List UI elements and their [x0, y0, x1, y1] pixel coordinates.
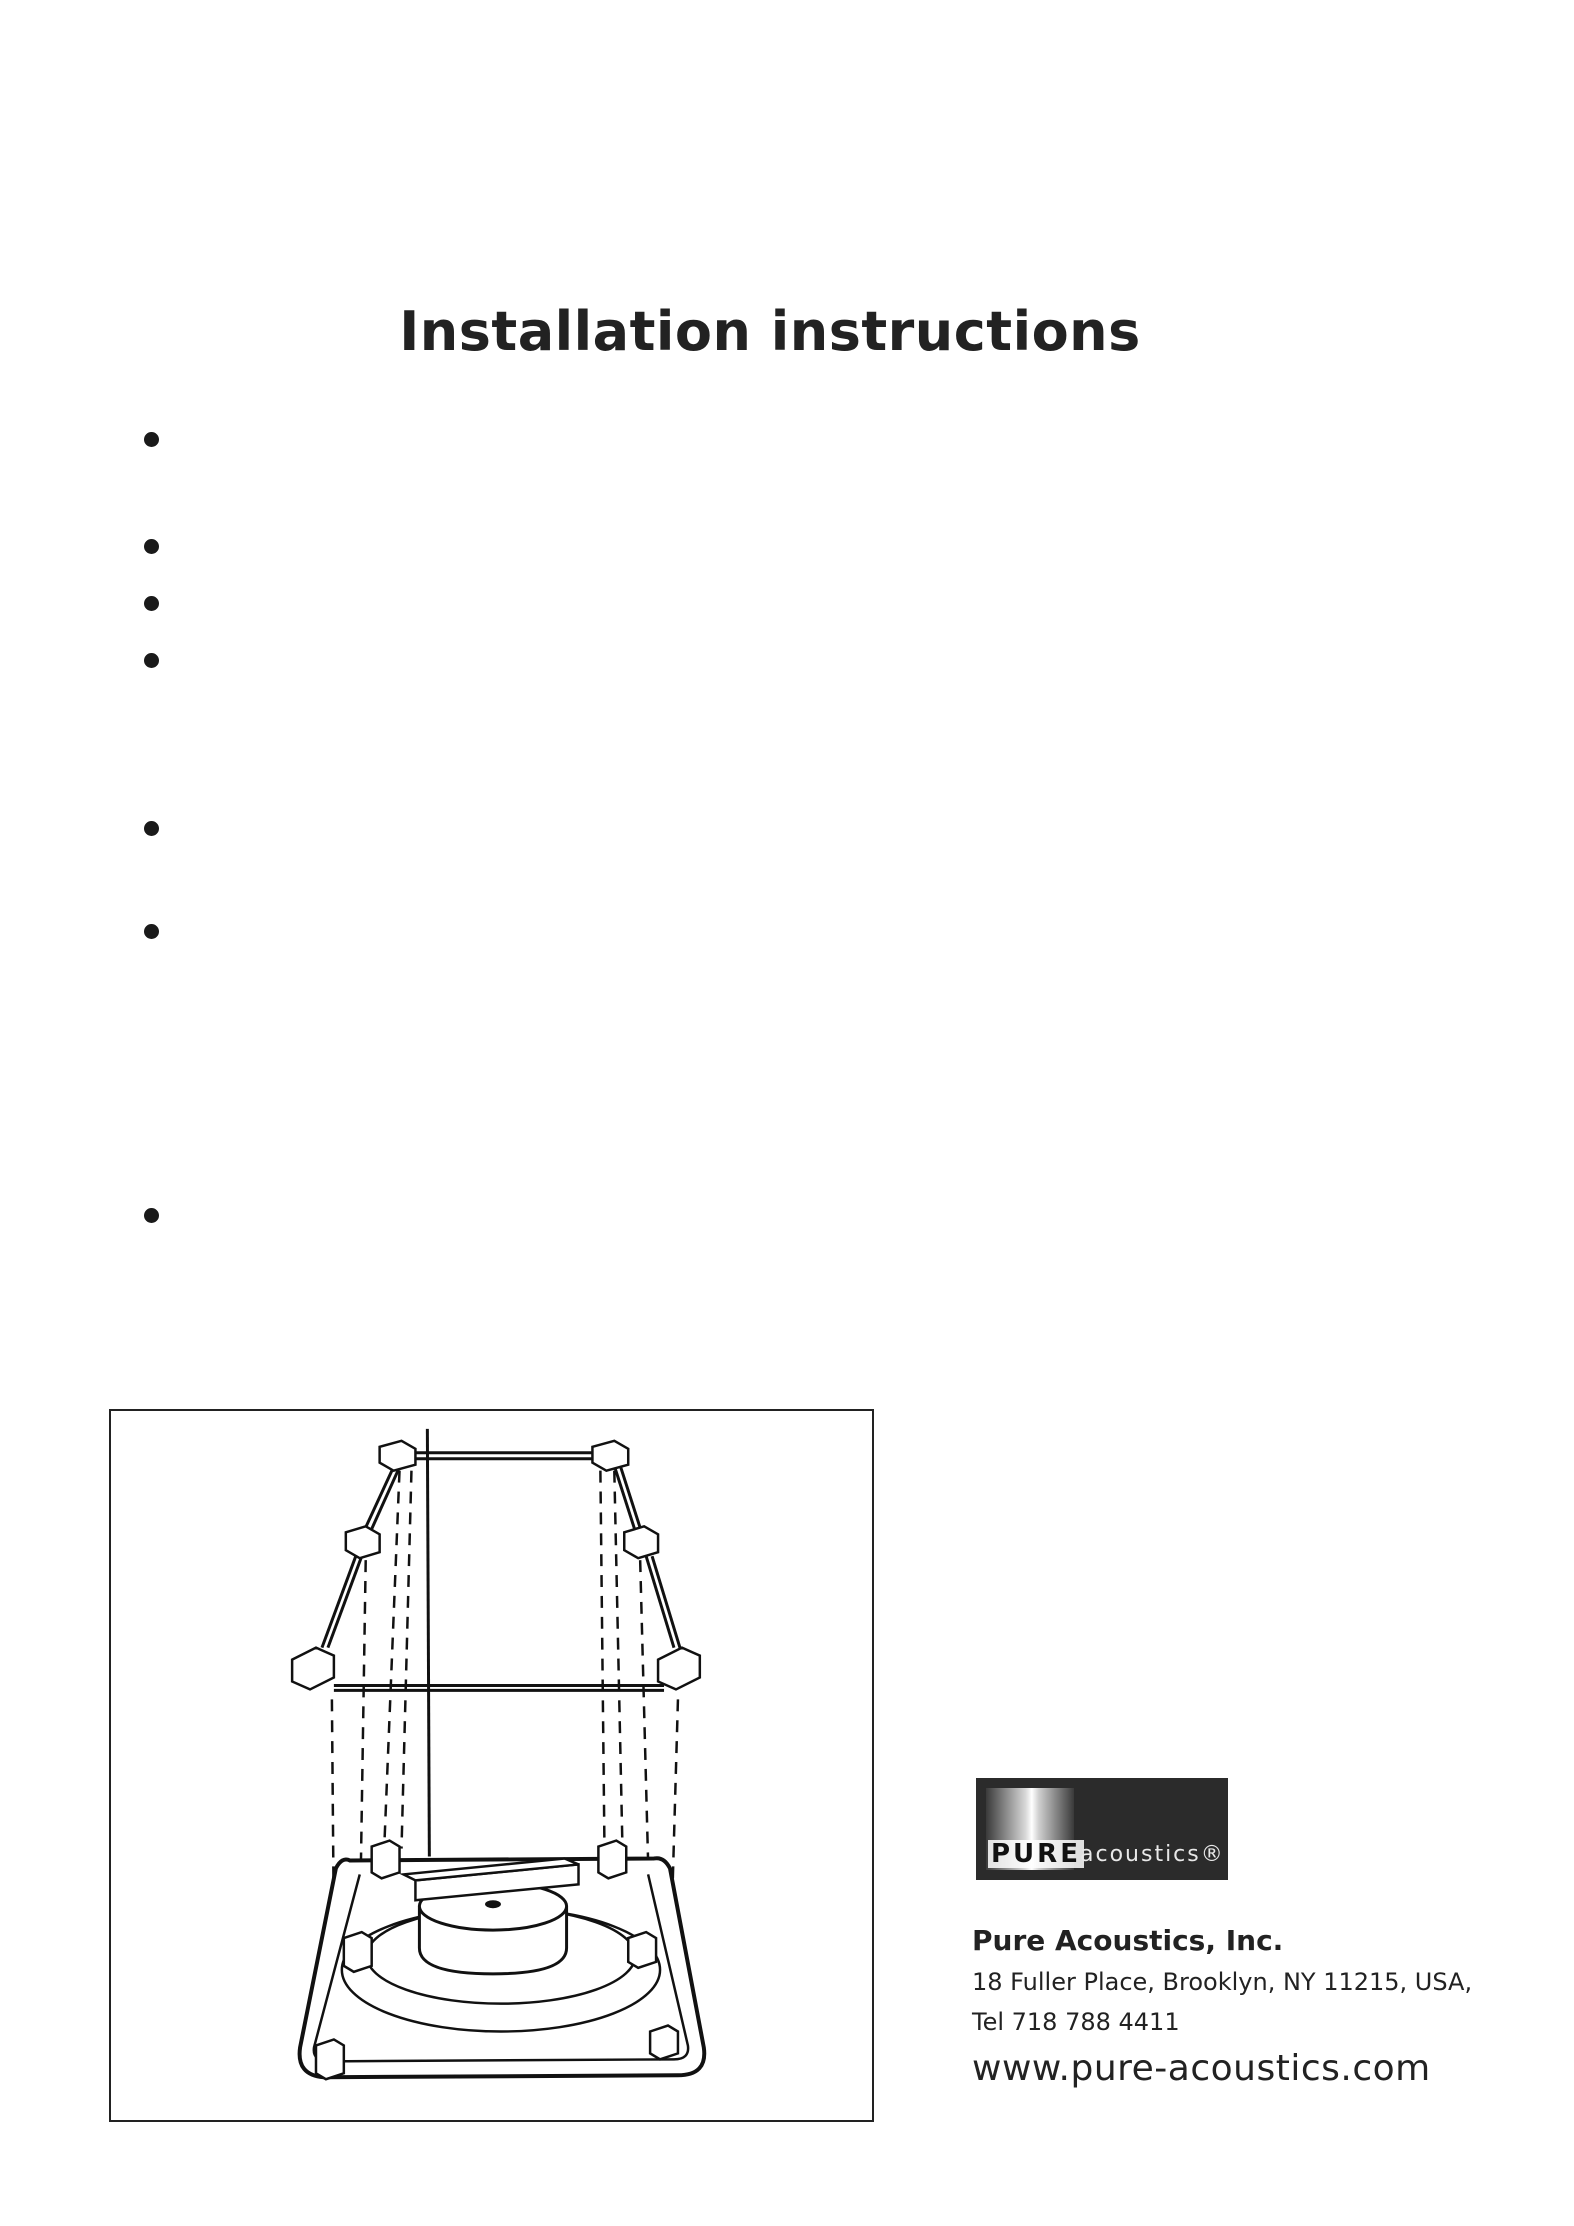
in-ceiling-speaker-bracket-installation-diagram-icon: [111, 1411, 872, 2120]
company-address: 18 Fuller Place, Brooklyn, NY 11215, USA,: [972, 1968, 1473, 1996]
bullet-marker: [144, 432, 159, 447]
installation-diagram-figure: [109, 1409, 874, 2122]
company-name: Pure Acoustics, Inc.: [972, 1924, 1284, 1957]
page-title: Installation instructions: [399, 300, 1141, 363]
bullet-marker: [144, 924, 159, 939]
logo-word-pure: PURE: [988, 1840, 1084, 1868]
bullet-marker: [144, 596, 159, 611]
company-telephone: Tel 718 788 4411: [972, 2008, 1180, 2036]
logo-word-acoustics: acoustics®: [1080, 1842, 1225, 1867]
pure-acoustics-logo: [976, 1778, 1228, 1880]
bullet-marker: [144, 539, 159, 554]
bullet-marker: [144, 653, 159, 668]
bullet-marker: [144, 821, 159, 836]
company-website-link[interactable]: www.pure-acoustics.com: [972, 2048, 1431, 2089]
bullet-marker: [144, 1208, 159, 1223]
